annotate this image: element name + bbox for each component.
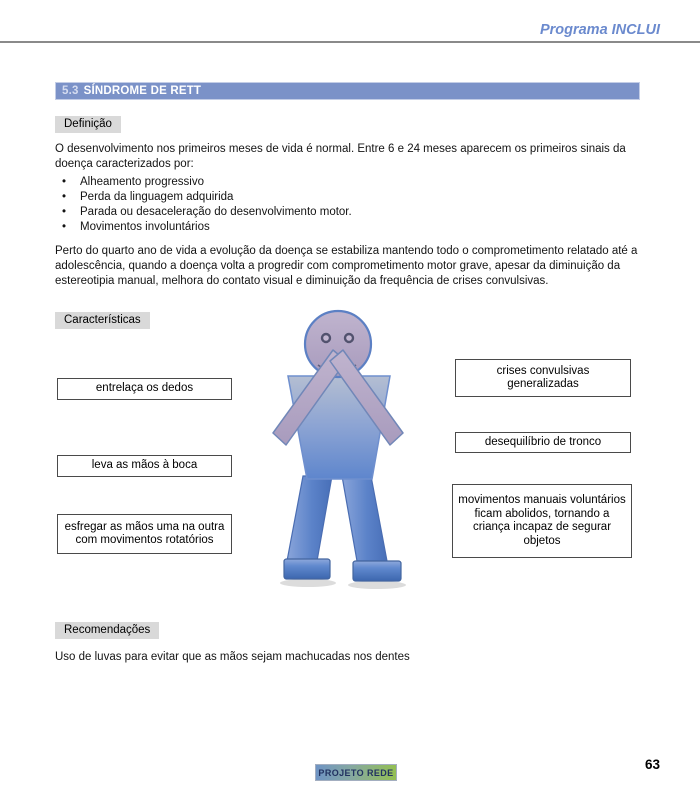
callout-crises-convulsivas: crises convulsivas generalizadas (455, 359, 631, 397)
child-figure-svg (268, 303, 432, 595)
bullet-text: Parada ou desaceleração do desenvolvimento motor. (80, 206, 352, 218)
child-figure-illustration (268, 303, 432, 595)
list-item (62, 205, 622, 220)
bullet-text: Perda da linguagem adquirida (80, 191, 234, 203)
recommendations-label: Recomendações (55, 622, 159, 639)
list-item (62, 190, 622, 205)
callout-maos-boca: leva as mãos à boca (57, 455, 232, 477)
callout-esfregar-maos: esfregar as mãos uma na outra com movimentos rotatórios (57, 514, 232, 554)
projeto-rede-logo: PROJETO REDE (315, 764, 397, 781)
bullet-text: Alheamento progressivo (80, 176, 205, 188)
section-title: SÍNDROME DE RETT (83, 85, 202, 97)
list-item (62, 175, 622, 190)
callout-desequilibrio-tronco: desequilíbrio de tronco (455, 432, 631, 453)
bullet-text: Movimentos involuntários (80, 221, 210, 233)
evolution-paragraph: Perto do quarto ano de vida a evolução da doença se estabiliza mantendo todo o comprometimento relatado até a adolescência, quando a doença volta a progredir com comprometimento motor grave, apesar da diminuição da estereotipia manual, melhora do contato visual e diminuição da frequência de crises convulsivas. (55, 245, 638, 287)
bullet-icon: • (62, 176, 67, 188)
bullet-icon: • (62, 221, 67, 233)
callout-entrelaca-dedos: entrelaça os dedos (57, 378, 232, 400)
definition-label: Definição (55, 116, 121, 133)
page-number: 63 (644, 757, 660, 772)
list-item (62, 220, 622, 235)
definition-intro-paragraph: O desenvolvimento nos primeiros meses de vida é normal. Entre 6 e 24 meses aparecem os primeiros sinais da doença caracterizados por: (55, 143, 626, 170)
header-program-title: Programa INCLUI (539, 22, 660, 38)
right-eye (345, 334, 353, 342)
foot-shadow (348, 581, 406, 589)
recommendations-text: Uso de luvas para evitar que as mãos sejam machucadas nos dentes (55, 651, 410, 663)
left-leg (287, 476, 332, 561)
foot-shadow (280, 579, 336, 587)
right-leg (342, 476, 387, 561)
right-foot (353, 561, 401, 581)
characteristics-label: Características (55, 312, 150, 329)
callout-movimentos-manuais: movimentos manuais voluntários ficam abolidos, tornando a criança incapaz de segurar objetos (452, 484, 632, 558)
left-eye (322, 334, 330, 342)
bullet-icon: • (62, 191, 67, 203)
definition-bullet-list (62, 175, 622, 235)
bullet-icon: • (62, 206, 67, 218)
left-foot (284, 559, 330, 579)
section-number: 5.3 (62, 85, 79, 97)
header-divider (0, 41, 700, 43)
section-title-bar (55, 82, 640, 100)
